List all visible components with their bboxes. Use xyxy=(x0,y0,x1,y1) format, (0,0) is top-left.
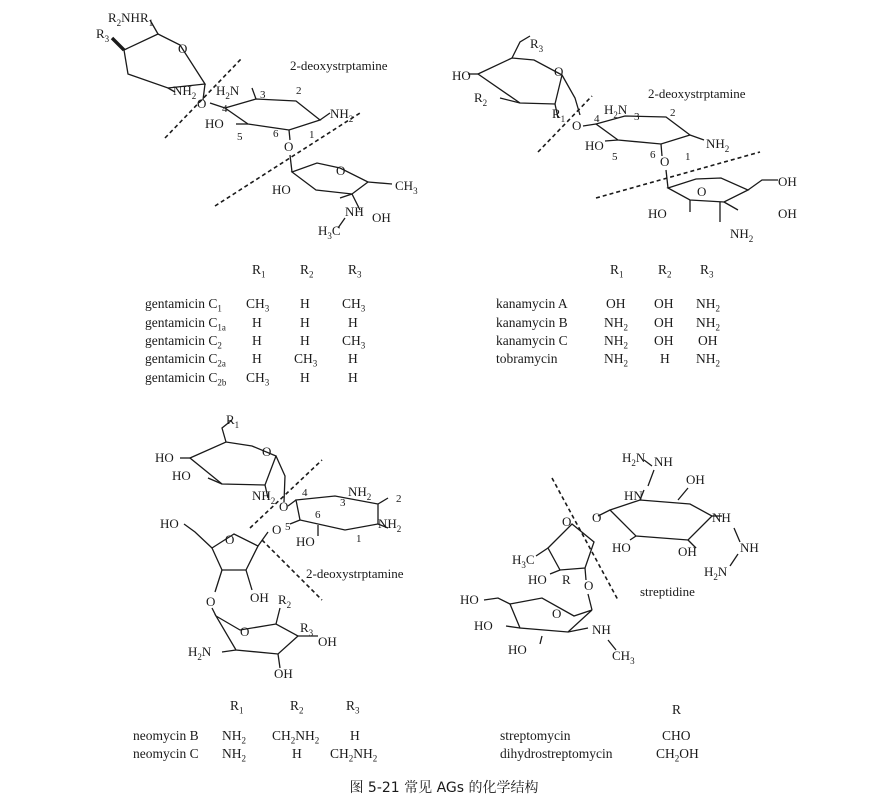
row-name: gentamicin $C_1$ xyxy=(145,296,222,314)
svg-text:2: 2 xyxy=(296,85,302,97)
svg-text:HO: HO xyxy=(155,450,174,465)
row-r1: H xyxy=(252,333,262,348)
svg-text:H3C: $H_3C$ xyxy=(318,223,341,241)
svg-text:HO: HO xyxy=(474,618,493,633)
row-name: streptomycin xyxy=(500,728,571,743)
svg-text:3: 3 xyxy=(260,89,266,101)
row-name: kanamycin B xyxy=(496,315,568,330)
gentamicin-region-label: 2-deoxystrptamine xyxy=(290,58,388,73)
header-r3: $R_3$ xyxy=(346,698,360,716)
svg-text:O: O xyxy=(240,624,250,639)
svg-text:NH: NH xyxy=(654,454,673,469)
row-r3: $CH_3$ xyxy=(342,296,366,314)
header-r1: $R_1$ xyxy=(610,262,624,280)
row-r2: H xyxy=(660,351,670,366)
row-r2: H xyxy=(300,296,310,311)
row-r2: H xyxy=(300,370,310,385)
svg-text:HO: HO xyxy=(460,592,479,607)
svg-text:O: O xyxy=(262,444,272,459)
svg-text:O: O xyxy=(272,522,282,537)
row-r1: $NH_2$ xyxy=(604,333,628,351)
row-r2: H xyxy=(300,315,310,330)
svg-text:H2N: $H_2N$ xyxy=(704,564,728,582)
svg-text:O: O xyxy=(697,184,707,199)
header-r3: $R_3$ xyxy=(700,262,714,280)
svg-text:NH: NH xyxy=(712,510,731,525)
svg-text:O: O xyxy=(584,578,594,593)
row-name: kanamycin A xyxy=(496,296,568,311)
svg-text:OH: OH xyxy=(250,590,269,605)
svg-text:HO: HO xyxy=(585,138,604,153)
svg-text:HO: HO xyxy=(205,116,224,131)
svg-text:H2N: $H_2N$ xyxy=(622,450,646,468)
svg-text:O: O xyxy=(554,64,564,79)
row-r2: OH xyxy=(654,333,674,348)
svg-text:O: O xyxy=(279,499,289,514)
svg-text:HO: HO xyxy=(452,68,471,83)
row-name: neomycin B xyxy=(133,728,199,743)
svg-text:HO: HO xyxy=(612,540,631,555)
svg-text:R3: $R_3$ xyxy=(530,36,544,54)
svg-text:NH: NH xyxy=(592,622,611,637)
svg-text:OH: OH xyxy=(778,206,797,221)
row-r1: $CH_3$ xyxy=(246,370,270,388)
svg-text:6: 6 xyxy=(650,149,656,161)
svg-text:OH: OH xyxy=(778,174,797,189)
row-r3: $NH_2$ xyxy=(696,351,720,369)
row-name: neomycin C xyxy=(133,746,199,761)
row-r2: $CH_3$ xyxy=(294,351,318,369)
svg-text:OH: OH xyxy=(318,634,337,649)
row-r3: H xyxy=(350,728,360,743)
svg-text:R3: $R_3$ xyxy=(300,620,314,638)
svg-text:H3C: $H_3C$ xyxy=(512,552,535,570)
row-name: tobramycin xyxy=(496,351,558,366)
row-r3: OH xyxy=(698,333,718,348)
svg-text:HO: HO xyxy=(508,642,527,657)
row-r2: $CH_2NH_2$ xyxy=(272,728,320,746)
row-r1: $NH_2$ xyxy=(604,351,628,369)
svg-text:4: 4 xyxy=(302,487,308,499)
svg-text:O: O xyxy=(592,510,602,525)
row-r3: H xyxy=(348,351,358,366)
svg-text:NH2: $NH_2$ xyxy=(173,83,197,101)
svg-text:3: 3 xyxy=(340,497,346,509)
svg-text:O: O xyxy=(206,594,216,609)
svg-text:4: 4 xyxy=(222,103,228,115)
svg-text:O: O xyxy=(552,606,562,621)
svg-text:5: 5 xyxy=(285,521,291,533)
figure-caption: 图 5-21 常见 AGs 的化学结构 xyxy=(349,780,539,796)
row-r2: OH xyxy=(654,315,674,330)
svg-text:OH: OH xyxy=(274,666,293,681)
header-r: R xyxy=(672,702,682,717)
svg-text:R3: $R_3$ xyxy=(96,26,110,44)
svg-text:CH3: $CH_3$ xyxy=(612,648,635,666)
row-name: gentamicin $C_{1a}$ xyxy=(145,315,226,333)
svg-text:2: 2 xyxy=(670,107,676,119)
svg-text:H2N: $H_2N$ xyxy=(188,644,212,662)
svg-text:1: 1 xyxy=(356,533,362,545)
svg-text:O: O xyxy=(178,41,188,56)
header-r2: $R_2$ xyxy=(658,262,672,280)
svg-text:HO: HO xyxy=(296,534,315,549)
svg-text:O: O xyxy=(572,118,582,133)
svg-text:OH: OH xyxy=(686,472,705,487)
svg-text:O: O xyxy=(336,163,346,178)
row-r: CHO xyxy=(662,728,691,743)
svg-text:5: 5 xyxy=(237,131,243,143)
row-r2: H xyxy=(300,333,310,348)
row-r1: OH xyxy=(606,296,626,311)
row-r3: $CH_3$ xyxy=(342,333,366,351)
svg-text:NH: NH xyxy=(740,540,759,555)
svg-text:3: 3 xyxy=(634,111,640,123)
svg-text:CH3: $CH_3$ xyxy=(395,178,418,196)
row-r3: $NH_2$ xyxy=(696,315,720,333)
svg-text:2: 2 xyxy=(396,493,402,505)
svg-text:6: 6 xyxy=(273,128,279,140)
svg-text:R2: $R_2$ xyxy=(278,592,292,610)
svg-text:O: O xyxy=(225,532,235,547)
svg-text:HO: HO xyxy=(160,516,179,531)
row-r1: $CH_3$ xyxy=(246,296,270,314)
svg-text:O: O xyxy=(284,139,294,154)
svg-text:HO: HO xyxy=(172,468,191,483)
svg-text:NH2: $NH_2$ xyxy=(706,136,730,154)
svg-text:NH2: $NH_2$ xyxy=(330,106,354,124)
svg-text:HO: HO xyxy=(648,206,667,221)
svg-text:6: 6 xyxy=(315,509,321,521)
row-r1: $NH_2$ xyxy=(222,728,246,746)
header-r2: $R_2$ xyxy=(290,698,304,716)
svg-text:NH2: $NH_2$ xyxy=(348,484,372,502)
neomycin-structure xyxy=(155,412,404,681)
svg-text:1: 1 xyxy=(309,129,315,141)
svg-text:NH2: $NH_2$ xyxy=(252,488,276,506)
row-r1: $NH_2$ xyxy=(222,746,246,764)
svg-text:O: O xyxy=(197,96,207,111)
row-r2: OH xyxy=(654,296,674,311)
row-r3: $CH_2NH_2$ xyxy=(330,746,378,764)
streptomycin-structure xyxy=(460,450,759,666)
svg-text:4: 4 xyxy=(594,113,600,125)
svg-text:R1: $R_1$ xyxy=(226,412,240,430)
row-r1: H xyxy=(252,351,262,366)
row-r3: H xyxy=(348,370,358,385)
row-name: kanamycin C xyxy=(496,333,568,348)
gentamicin-structure xyxy=(96,10,418,241)
row-name: gentamicin $C_{2a}$ xyxy=(145,351,226,369)
svg-text:H2N: $H_2N$ xyxy=(216,83,240,101)
svg-text:OH: OH xyxy=(372,210,391,225)
kanamycin-region-label: 2-deoxystrptamine xyxy=(648,86,746,101)
header-r1: $R_1$ xyxy=(252,262,266,280)
svg-text:H2N: $H_2N$ xyxy=(604,102,628,120)
svg-text:O: O xyxy=(562,514,572,529)
row-r1: H xyxy=(252,315,262,330)
svg-text:5: 5 xyxy=(612,151,618,163)
neomycin-region-label: 2-deoxystrptamine xyxy=(306,566,404,581)
svg-text:R: R xyxy=(562,572,571,587)
streptomycin-region-label: streptidine xyxy=(640,584,695,599)
svg-text:R1: $R_1$ xyxy=(552,106,566,124)
svg-text:O: O xyxy=(660,154,670,169)
svg-text:R2: $R_2$ xyxy=(474,90,488,108)
svg-text:HN: HN xyxy=(624,488,643,503)
svg-text:R2NHR1: $R_2NHR_1$ xyxy=(108,10,154,28)
svg-text:NH: NH xyxy=(345,204,364,219)
row-r2: H xyxy=(292,746,302,761)
header-r2: $R_2$ xyxy=(300,262,314,280)
row-name: dihydrostreptomycin xyxy=(500,746,613,761)
row-name: gentamicin $C_{2b}$ xyxy=(145,370,227,388)
svg-text:NH2: $NH_2$ xyxy=(730,226,754,244)
kanamycin-structure xyxy=(452,36,797,244)
svg-text:1: 1 xyxy=(685,151,691,163)
svg-text:NH2: $NH_2$ xyxy=(378,516,402,534)
svg-text:HO: HO xyxy=(272,182,291,197)
header-r3: $R_3$ xyxy=(348,262,362,280)
header-r1: $R_1$ xyxy=(230,698,244,716)
row-r3: $NH_2$ xyxy=(696,296,720,314)
row-r: $CH_2OH$ xyxy=(656,746,699,764)
row-r1: $NH_2$ xyxy=(604,315,628,333)
row-name: gentamicin $C_2$ xyxy=(145,333,222,351)
svg-text:HO: HO xyxy=(528,572,547,587)
svg-text:OH: OH xyxy=(678,544,697,559)
row-r3: H xyxy=(348,315,358,330)
